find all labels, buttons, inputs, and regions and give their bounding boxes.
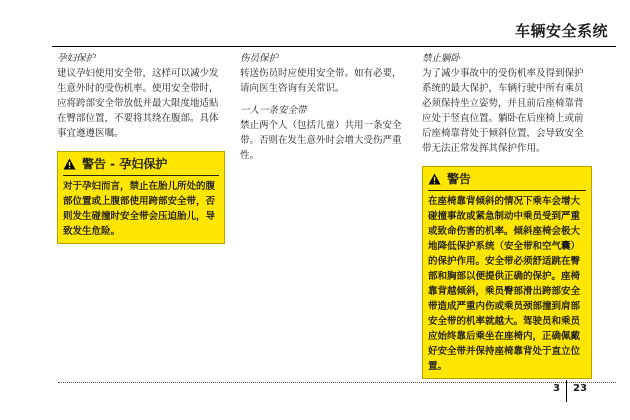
footer-rule — [58, 382, 616, 383]
section-body: 建议孕妇使用安全带，这样可以减少发生意外时的受伤机率。使用安全带时，应将跨部安全带放低并最大限度地适贴在臀部位置，不要将其绕在腹部。具体事宜遵遵医嘱。 — [57, 68, 219, 139]
warning-box — [422, 166, 592, 379]
section-body-one-belt: 禁止两个人（包括儿童）共用一条安全带。否则在发生意外时会增大受伤严重性。 — [240, 120, 402, 161]
warning-title: 警告 - 孕妇保护 — [82, 157, 168, 171]
warning-title: 警告 — [447, 172, 472, 186]
section-title-one-belt: 一人一条安全带 — [240, 105, 307, 116]
warning-body: 在座椅靠背倾斜的情况下乘车会增大碰撞事故或紧急制动中乘员受到严重或致命伤害的机率。倾斜座椅会极大地降低保护系统（安全带和空气囊）的保护作用。安全带必须舒适跳在臀部和胸部以便提供正确的保护。座椅靠背越倾斜，乘员臀部滑出跨部安全带造成严重内伤或乘员颈部撞到肩部安全带的机率就越大。驾驶员和乘员应始终靠后乘坐在座椅内，正确佩戴好安全带并保持座椅靠背处于直立位置。 — [428, 196, 581, 372]
chapter-number: 3 — [553, 383, 560, 394]
column-injured-protection — [240, 52, 405, 163]
warning-header — [63, 152, 219, 176]
page-number: 23 — [573, 383, 587, 394]
warning-header — [428, 167, 586, 191]
section-body: 转送伤员时应使用安全带。如有必要，请向医生咨询有关常识。 — [240, 68, 402, 94]
warning-triangle-icon — [63, 158, 76, 170]
footer-separator — [566, 380, 567, 402]
warning-triangle-icon — [428, 173, 441, 185]
warning-box — [57, 151, 225, 244]
section-body: 为了减少事故中的受伤机率及得到保护系统的最大保护，车辆行驶中所有乘员必须保持坐立姿势，并且前后座椅靠背应处于竖直位置。躺卧在后座椅上或前后座椅靠背处于倾斜位置，会导致安全带无法正常发挥其保护作用。 — [422, 68, 584, 154]
section-title: 伤员保护 — [240, 53, 279, 64]
page-header-title: 车辆安全系统 — [514, 22, 608, 40]
section-title: 孕妇保护 — [57, 53, 96, 64]
column-pregnant-protection — [57, 52, 225, 244]
section-title: 禁止躺卧 — [422, 53, 461, 64]
warning-body: 对于孕妇而言，禁止在胎儿所处的腹部位置或上腹部使用跨部安全带，否则发生碰撞时安全带会压迫胎儿，导致发生危险。 — [63, 181, 216, 237]
column-no-reclining — [422, 52, 592, 379]
header-rule — [52, 46, 616, 47]
